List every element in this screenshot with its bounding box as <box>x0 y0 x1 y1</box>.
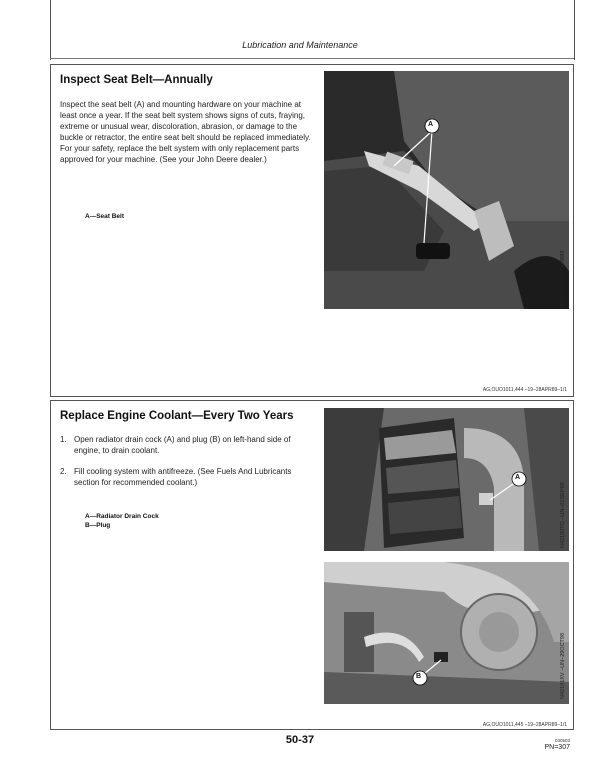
callout-a: A <box>428 121 434 128</box>
step-item: 1. Open radiator drain cock (A) and plug (B) on left-hand side of engine, to drain coolant. <box>60 435 291 455</box>
radiator-drain-photo <box>324 408 569 551</box>
page-left-rule <box>50 0 51 60</box>
engine-plug-photo <box>324 562 569 704</box>
header-rule <box>50 58 574 59</box>
section-body: Inspect the seat belt (A) and mounting hardware on your machine at least once a year. If the seat belt system shows signs of cuts, fraying, extreme or unusual wear, discoloration, abrasion, or damage to the buckle or retractor, the entire seat belt should be replaced immediately. For your safety, replace the belt system with only replacement parts approved for your machine. (See your John Deere dealer.) <box>60 100 311 164</box>
page-number: 50-37 <box>285 734 315 746</box>
engine-coolant-section <box>50 400 574 730</box>
section-title: Inspect Seat Belt—Annually <box>60 74 213 86</box>
seat-belt-section <box>50 64 574 397</box>
reference-code: AG,OUO1011,444 –19–28APR89–1/1 <box>482 387 567 393</box>
photo-code: N42191XV –UN–29OCT98 <box>560 632 566 699</box>
step-list <box>60 434 318 498</box>
callout-b: B <box>416 673 422 680</box>
photo-code: N42190TO –UN–01SEP98 <box>560 482 566 548</box>
legend-item: A—Radiator Drain Cock <box>85 513 159 520</box>
page-right-rule <box>574 0 575 60</box>
legend-item: B—Plug <box>85 522 111 529</box>
step-item: 2. Fill cooling system with antifreeze. (See Fuels And Lubricants section for recommended coolant.) <box>60 467 292 487</box>
pn-label: PN=307 <box>544 744 570 751</box>
small-code: 030503 <box>554 738 570 743</box>
section-title: Replace Engine Coolant—Every Two Years <box>60 410 294 422</box>
legend-item: A—Seat Belt <box>85 213 125 220</box>
seat-belt-photo <box>324 71 569 309</box>
page-header: Lubrication and Maintenance <box>242 40 358 50</box>
reference-code: AG,OUO1011,445 –19–28APR89–1/1 <box>482 722 567 728</box>
photo-code: N50239 –UN–25APR89 <box>560 250 566 309</box>
callout-a: A <box>515 474 521 481</box>
